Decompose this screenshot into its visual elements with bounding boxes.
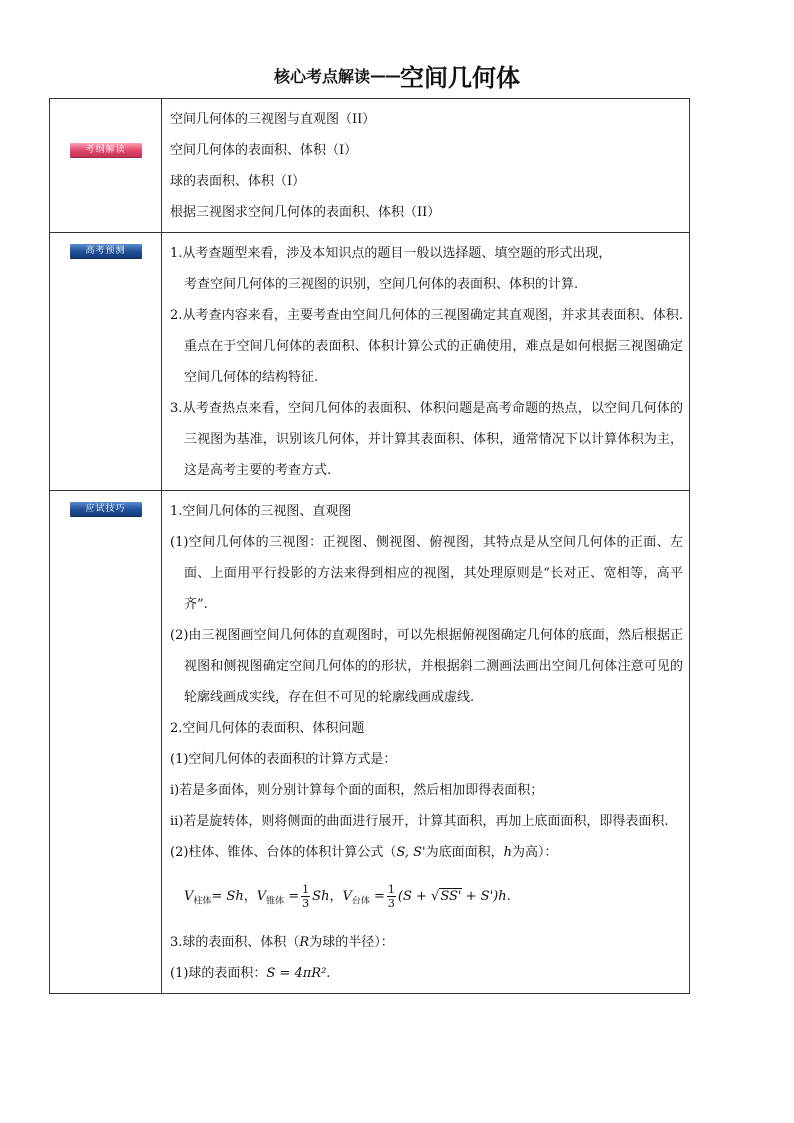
item-4-prefix: (2)柱体、锥体、台体的体积计算公式（ — [170, 845, 397, 860]
forecast-content-cell — [162, 233, 690, 491]
heading-3-var: R — [299, 934, 310, 950]
techniques-item-3ii: ii)若是旋转体，则将侧面的曲面进行展开，计算其面积，再加上底面面积，即得表面积. — [170, 814, 669, 829]
fraction-one-third: $\frac{1}{3}$ — [302, 883, 310, 910]
syllabus-badge: 考纲解读 — [70, 143, 142, 157]
forecast-paragraph-3: 3.从考查热点来看，空间几何体的表面积、体积问题是高考命题的热点，以空间几何体的三视图为基准，识别该几何体，并计算其表面积、体积，通常情况下以计算体积为主，这是高考主要的考查方式. — [170, 401, 683, 478]
syllabus-line: 根据三视图求空间几何体的表面积、体积（II） — [170, 205, 441, 220]
page-title — [0, 58, 794, 93]
techniques-row — [50, 491, 690, 994]
formula-sub-pyramid: 锥体 — [266, 896, 285, 907]
techniques-heading-3 — [170, 927, 683, 958]
techniques-heading-1: 1.空间几何体的三视图、直观图 — [170, 504, 352, 519]
formula-prism-rhs: = Sh — [211, 889, 244, 904]
techniques-badge: 应试技巧 — [70, 502, 142, 516]
title-main: 核心考点解读 — [273, 67, 370, 86]
syllabus-label-cell — [50, 99, 162, 233]
item-5-prefix: (1)球的表面积： — [170, 965, 267, 981]
formula-sub-prism: 柱体 — [193, 896, 212, 907]
formula-sub-frustum: 台体 — [351, 896, 370, 907]
syllabus-content-cell — [162, 99, 690, 233]
techniques-label-cell — [50, 491, 162, 994]
sphere-surface-formula: S = 4πR². — [266, 965, 331, 981]
techniques-item-2: (2)由三视图画空间几何体的直观图时，可以先根据俯视图确定几何体的底面，然后根据正视图和侧视图确定空间几何体的的形状，并根据斜二测画法画出空间几何体注意可见的轮廓线画成实线，存在但不可见的轮廓线画成虚线. — [170, 628, 683, 705]
title-dash: —— — [370, 66, 400, 85]
forecast-badge: 高考预测 — [70, 244, 142, 258]
volume-formulas: $V_{柱体}= Sh$，$V_{锥体}$ = $\frac{1}{3}$ Sh，$V_{台体}$ = $\frac{1}{3}$ (S + √SS' + S')h. — [184, 883, 511, 910]
forecast-paragraph-2: 2.从考查内容来看，主要考查由空间几何体的三视图确定其直观图，并求其表面积、体积.重点在于空间几何体的表面积、体积计算公式的正确使用，难点是如何根据三视图确定空间几何体的结构特征. — [170, 308, 683, 385]
forecast-label-cell — [50, 233, 162, 491]
fraction-one-third: $\frac{1}{3}$ — [387, 883, 395, 910]
techniques-item-3i: i)若是多面体，则分别计算每个面的面积，然后相加即得表面积； — [170, 783, 544, 798]
forecast-paragraph-1b: 考查空间几何体的三视图的识别，空间几何体的表面积、体积的计算. — [184, 277, 579, 292]
techniques-item-3: (1)空间几何体的表面积的计算方式是： — [170, 752, 397, 767]
item-4-mid: 为底面面积， — [425, 845, 504, 860]
title-topic: 空间几何体 — [400, 64, 520, 92]
syllabus-line: 空间几何体的表面积、体积（I） — [170, 143, 358, 158]
item-4-h: h — [503, 845, 512, 860]
syllabus-line: 球的表面积、体积（I） — [170, 174, 306, 189]
item-4-suffix: 为高）： — [512, 845, 558, 860]
techniques-content-cell — [162, 491, 690, 994]
forecast-paragraph-1a: 1.从考查题型来看，涉及本知识点的题目一般以选择题、填空题的形式出现， — [170, 246, 612, 261]
heading-3-suffix: 为球的半径）： — [309, 934, 394, 950]
item-4-vars: S, S' — [396, 845, 426, 860]
techniques-item-1: (1)空间几何体的三视图：正视图、侧视图、俯视图，其特点是从空间几何体的正面、左面、上面用平行投影的方法来得到相应的视图，其处理原则是“长对正、宽相等，高平齐”. — [170, 535, 683, 612]
syllabus-row — [50, 99, 690, 233]
syllabus-line: 空间几何体的三视图与直观图（II） — [170, 112, 376, 127]
techniques-item-5 — [170, 958, 683, 989]
heading-3-prefix: 3.球的表面积、体积（ — [170, 934, 300, 950]
forecast-row — [50, 233, 690, 491]
techniques-heading-2: 2.空间几何体的表面积、体积问题 — [170, 721, 365, 736]
content-table — [49, 98, 690, 994]
techniques-item-4 — [170, 837, 683, 868]
